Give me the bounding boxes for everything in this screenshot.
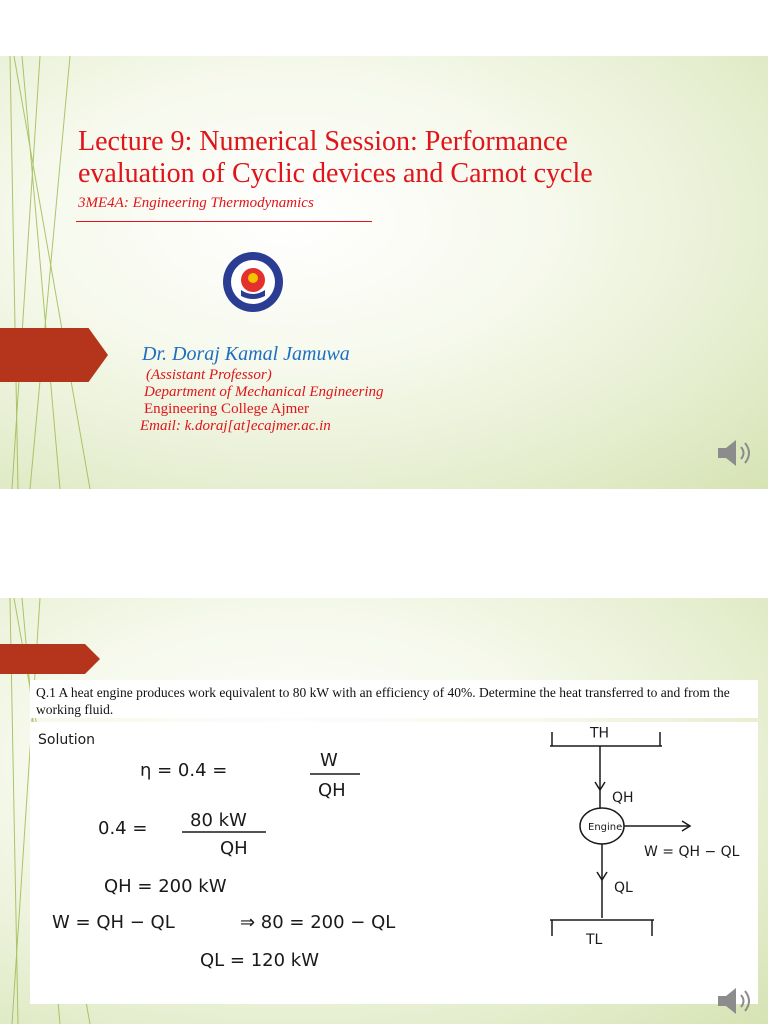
department: Department of Mechanical Engineering xyxy=(144,384,384,400)
eq1-denominator: QH xyxy=(318,780,346,801)
qh-label: QH xyxy=(612,790,634,806)
hot-reservoir-label: TH xyxy=(590,725,610,742)
eq2-denominator: QH xyxy=(220,838,248,859)
equation-qh-result: QH = 200 kW xyxy=(104,876,227,897)
equation-efficiency: η = 0.4 = xyxy=(140,760,228,781)
slide-title: Lecture 9: Numerical Session: Performance evaluation of Cyclic devices and Carnot cycle xyxy=(78,126,593,189)
equation-ql-result: QL = 120 kW xyxy=(200,950,320,971)
speaker-icon[interactable] xyxy=(714,984,758,1018)
red-arrow-banner xyxy=(0,644,100,674)
title-slide xyxy=(0,56,768,489)
cold-reservoir-label: TL xyxy=(586,932,603,948)
designation: (Assistant Professor) xyxy=(146,367,272,383)
handwritten-solution xyxy=(30,722,758,1004)
engine-label: Engine xyxy=(588,822,623,833)
equation-substitution: 0.4 = xyxy=(98,818,148,839)
college-logo xyxy=(221,250,285,314)
ql-label: QL xyxy=(614,880,633,896)
email: Email: k.doraj[at]ecajmer.ac.in xyxy=(140,418,331,434)
solution-canvas xyxy=(30,722,758,1004)
college-name: Engineering College Ajmer xyxy=(144,401,309,417)
equation-work: W = QH − QL xyxy=(52,912,175,933)
question-box xyxy=(30,680,758,718)
speaker-icon[interactable] xyxy=(714,436,758,470)
eq1-numerator: W xyxy=(320,750,338,771)
red-arrow-banner xyxy=(0,328,108,382)
title-underline xyxy=(76,221,372,222)
work-equation: W = QH − QL xyxy=(644,844,740,860)
decorative-lines xyxy=(0,56,110,489)
eq2-numerator: 80 kW xyxy=(190,810,247,831)
author-name: Dr. Doraj Kamal Jamuwa xyxy=(142,343,350,365)
solution-label: Solution xyxy=(38,732,96,748)
question-text: Q.1 A heat engine produces work equivalent to 80 kW with an efficiency of 40%. Determine the heat transferred to and from the working fluid. xyxy=(36,685,730,717)
course-code: 3ME4A: Engineering Thermodynamics xyxy=(78,195,314,211)
problem-slide xyxy=(0,598,768,1024)
equation-ql-solve: ⇒ 80 = 200 − QL xyxy=(240,912,396,933)
